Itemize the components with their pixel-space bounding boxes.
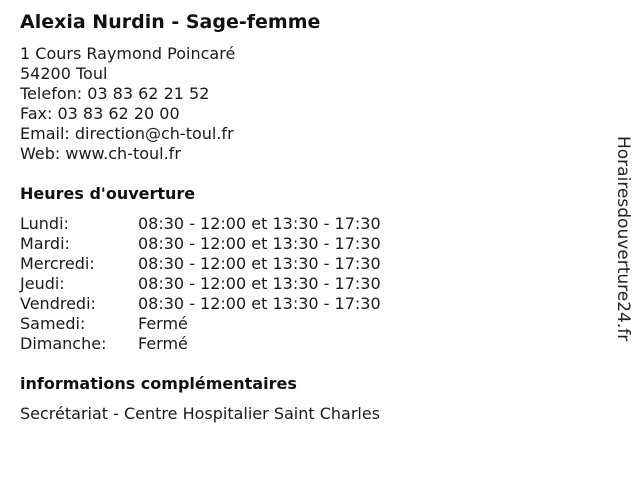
business-card xyxy=(20,8,600,423)
address-city: 54200 Toul xyxy=(20,64,108,83)
time-value: 08:30 - 12:00 et 13:30 - 17:30 xyxy=(138,214,381,233)
hours-row-thursday xyxy=(20,274,381,294)
web-line: Web: www.ch-toul.fr xyxy=(20,144,181,163)
hours-heading: Heures d'ouverture xyxy=(20,184,196,203)
day-label: Dimanche: xyxy=(20,334,107,353)
hours-row-tuesday xyxy=(20,234,381,254)
time-value: Fermé xyxy=(138,334,188,353)
day-label: Samedi: xyxy=(20,314,86,333)
hours-table xyxy=(20,214,381,354)
hours-row-friday xyxy=(20,294,381,314)
address-street: 1 Cours Raymond Poincaré xyxy=(20,44,236,63)
time-value: 08:30 - 12:00 et 13:30 - 17:30 xyxy=(138,274,381,293)
day-label: Mercredi: xyxy=(20,254,95,273)
contact-block xyxy=(20,44,600,164)
brand-watermark: Horairesdouverture24.fr xyxy=(613,136,633,342)
info-heading: informations complémentaires xyxy=(20,374,297,393)
hours-row-saturday xyxy=(20,314,381,334)
fax-line: Fax: 03 83 62 20 00 xyxy=(20,104,180,123)
time-value: 08:30 - 12:00 et 13:30 - 17:30 xyxy=(138,294,381,313)
business-name: Alexia Nurdin - Sage-femme xyxy=(20,11,321,33)
day-label: Lundi: xyxy=(20,214,69,233)
day-label: Vendredi: xyxy=(20,294,96,313)
hours-row-monday xyxy=(20,214,381,234)
info-text: Secrétariat - Centre Hospitalier Saint Charles xyxy=(20,404,381,423)
phone-line: Telefon: 03 83 62 21 52 xyxy=(20,84,210,103)
hours-row-sunday xyxy=(20,334,381,354)
email-line: Email: direction@ch-toul.fr xyxy=(20,124,234,143)
day-label: Jeudi: xyxy=(20,274,65,293)
time-value: 08:30 - 12:00 et 13:30 - 17:30 xyxy=(138,254,381,273)
hours-row-wednesday xyxy=(20,254,381,274)
time-value: 08:30 - 12:00 et 13:30 - 17:30 xyxy=(138,234,381,253)
time-value: Fermé xyxy=(138,314,188,333)
day-label: Mardi: xyxy=(20,234,70,253)
